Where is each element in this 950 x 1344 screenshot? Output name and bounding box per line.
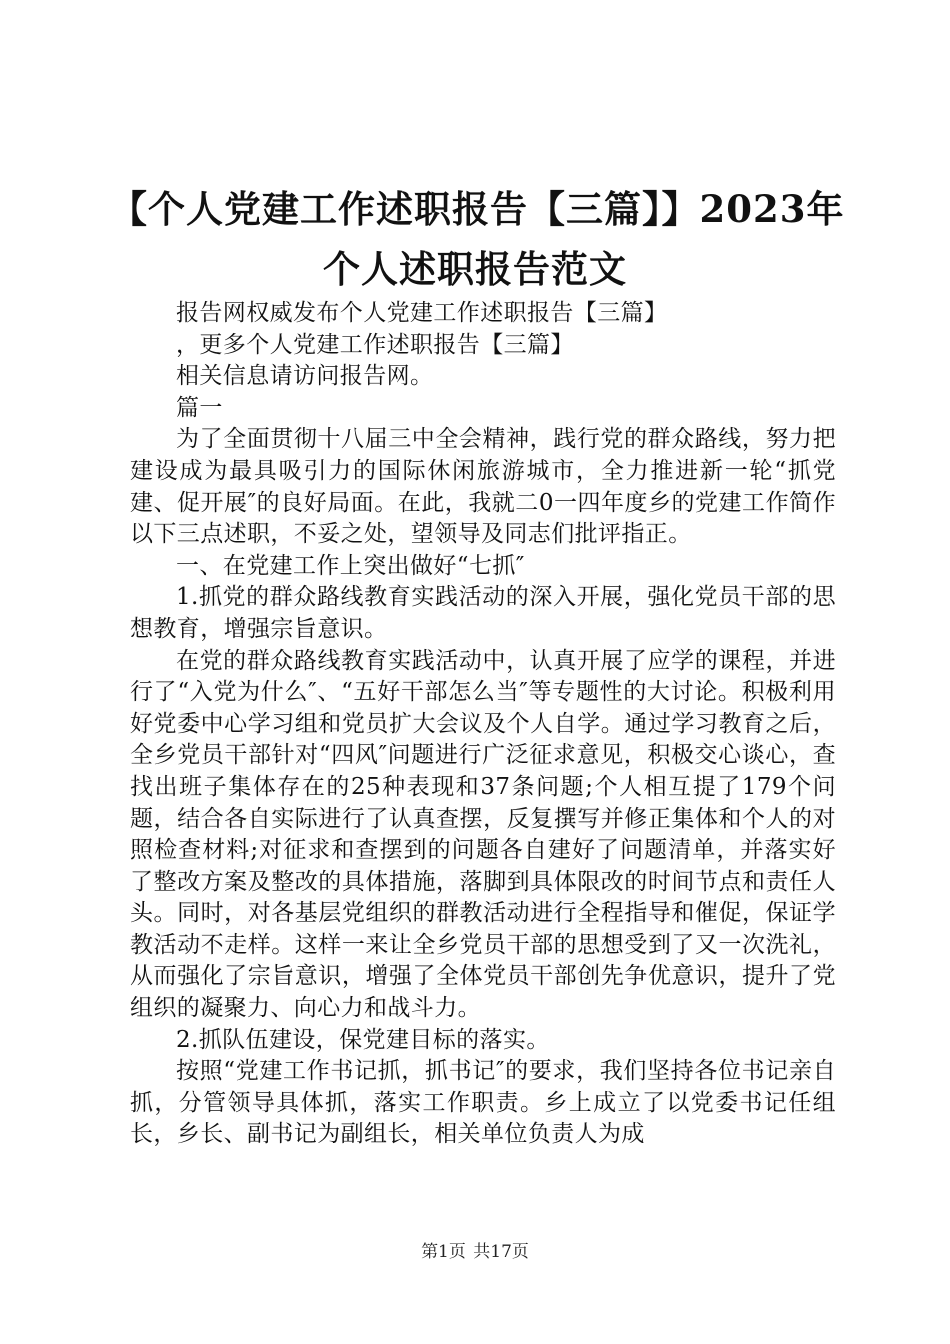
- document-title-line-1: 【个人党建工作述职报告【三篇】】2023年: [110, 187, 845, 231]
- intro-line-2: ，更多个人党建工作述职报告【三篇】: [176, 331, 574, 358]
- page-footer: [0, 1241, 950, 1263]
- subsection-heading: 1.抓党的群众路线教育实践活动的深入开展，强化党员干部的思想教育，增强宗旨意识。: [130, 584, 836, 642]
- section-heading: 一、在党建工作上突出做好“七抓″: [176, 552, 525, 579]
- intro-line-1: 报告网权威发布个人党建工作述职报告【三篇】: [176, 300, 668, 326]
- body-paragraph: 为了全面贯彻十八届三中全会精神，践行党的群众路线，努力把建设成为最具吸引力的国际休闲旅游城市，全力推进新一轮“抓党建、促开展″的良好局面。在此，我就二0一四年度乡的党建工作简作以下三点述职，不妥之处，望领导及同志们批评指正。: [130, 426, 836, 548]
- page-number: 第1页: [421, 1242, 466, 1262]
- section-label: 篇一: [176, 394, 223, 421]
- document-title-line-2: 个人述职报告范文: [323, 247, 627, 291]
- intro-line-3: 相关信息请访问报告网。: [176, 363, 434, 390]
- subsection-heading: 2.抓队伍建设，保党建目标的落实。: [176, 1026, 550, 1053]
- body-paragraph: 按照“党建工作书记抓，抓书记″的要求，我们坚持各位书记亲自抓，分管领导具体抓，落实工作职责。乡上成立了以党委书记任组长，乡长、副书记为副组长，相关单位负责人为成: [130, 1058, 836, 1148]
- total-pages: 共17页: [473, 1242, 529, 1262]
- body-paragraph: 在党的群众路线教育实践活动中，认真开展了应学的课程，并进行了“入党为什么″、“五好干部怎么当″等专题性的大讨论。积极利用好党委中心学习组和党员扩大会议及个人自学。通过学习教育之后，全乡党员干部针对“四风″问题进行广泛征求意见，积极交心谈心，查找出班子集体存在的25种表现和37条问题;个人相互提了179个问题，结合各自实际进行了认真查摆，反复撰写并修正集体和个人的对照检查材料;对征求和查摆到的问题各自建好了问题清单，并落实好了整改方案及整改的具体措施，落脚到具体限改的时间节点和责任人头。同时，对各基层党组织的群教活动进行全程指导和催促，保证学教活动不走样。这样一来让全乡党员干部的思想受到了又一次洗礼，从而强化了宗旨意识，增强了全体党员干部创先争优意识，提升了党组织的凝聚力、向心力和战斗力。: [130, 647, 836, 1022]
- document-body: [130, 298, 836, 1151]
